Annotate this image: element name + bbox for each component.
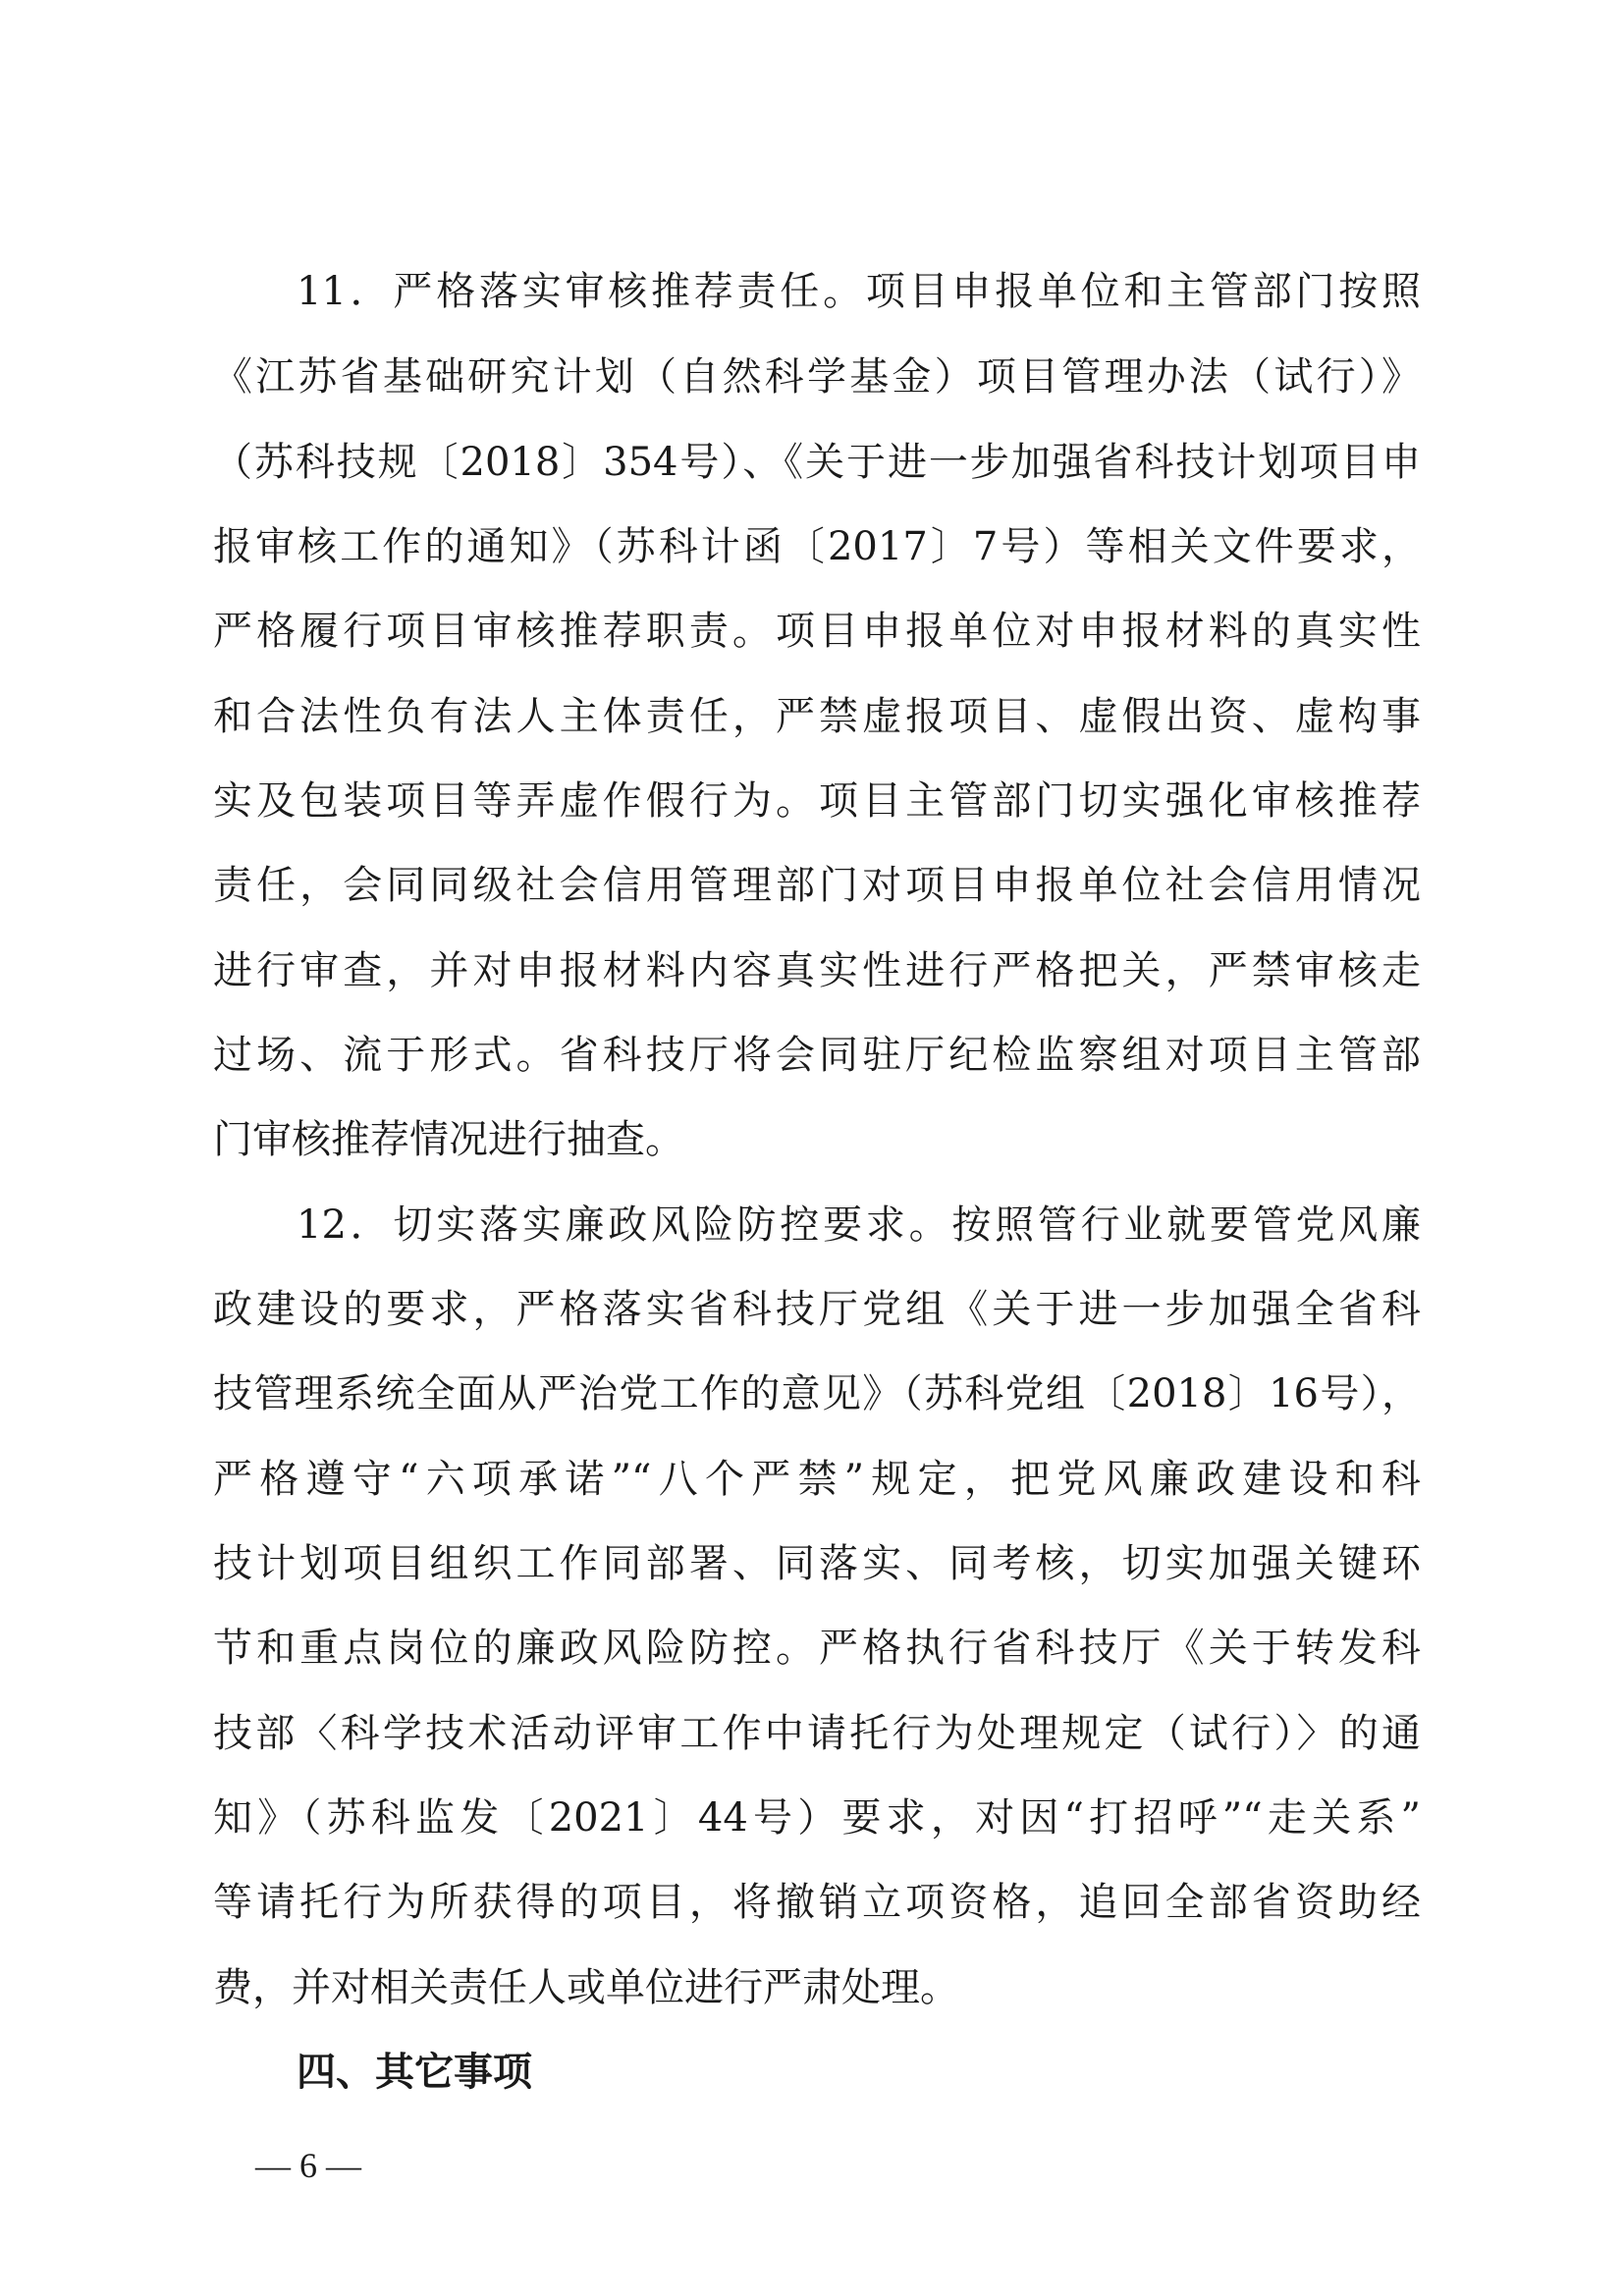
paragraph-line: 政建设的要求，严格落实省科技厅党组《关于进一步加强全省科 [213, 1287, 1421, 1332]
paragraph-line: 费，并对相关责任人或单位进行严肃处理。 [213, 1965, 959, 2010]
paragraph-line: 技管理系统全面从严治党工作的意见》（苏科党组〔2018〕16号）， [213, 1371, 1421, 1416]
paragraph-line: 知》（苏科监发〔2021〕44号）要求，对因“打招呼”“走关系” [213, 1795, 1421, 1841]
page-number: — 6 — [255, 2146, 361, 2185]
paragraph-line: 节和重点岗位的廉政风险防控。严格执行省科技厅《关于转发科 [213, 1626, 1421, 1671]
paragraph-line: 《江苏省基础研究计划（自然科学基金）项目管理办法（试行）》 [213, 354, 1421, 400]
paragraph-line: 报审核工作的通知》（苏科计函〔2017〕7号）等相关文件要求， [213, 524, 1421, 569]
section-heading: 四、其它事项 [297, 2050, 532, 2095]
paragraph-line: 门审核推荐情况进行抽查。 [213, 1117, 684, 1162]
paragraph-line: 12．切实落实廉政风险防控要求。按照管行业就要管党风廉 [297, 1202, 1421, 1248]
paragraph-line: 11．严格落实审核推荐责任。项目申报单位和主管部门按照 [297, 269, 1421, 314]
paragraph-line: 进行审查，并对申报材料内容真实性进行严格把关，严禁审核走 [213, 948, 1421, 993]
paragraph-line: 等请托行为所获得的项目，将撤销立项资格，追回全部省资助经 [213, 1880, 1421, 1925]
paragraph-line: 技部〈科学技术活动评审工作中请托行为处理规定（试行）〉的通 [213, 1711, 1421, 1756]
paragraph-line: 实及包装项目等弄虚作假行为。项目主管部门切实强化审核推荐 [213, 778, 1421, 824]
paragraph-line: 责任，会同同级社会信用管理部门对项目申报单位社会信用情况 [213, 863, 1421, 908]
paragraph-line: 技计划项目组织工作同部署、同落实、同考核，切实加强关键环 [213, 1541, 1421, 1586]
paragraph-line: 和合法性负有法人主体责任，严禁虚报项目、虚假出资、虚构事 [213, 694, 1421, 739]
paragraph-line: 严格履行项目审核推荐职责。项目申报单位对申报材料的真实性 [213, 609, 1421, 654]
paragraph-line: （苏科技规〔2018〕354号）、《关于进一步加强省科技计划项目申 [213, 440, 1421, 485]
paragraph-line: 严格遵守“六项承诺”“八个严禁”规定，把党风廉政建设和科 [213, 1457, 1421, 1502]
paragraph-line: 过场、流于形式。省科技厅将会同驻厅纪检监察组对项目主管部 [213, 1033, 1421, 1078]
